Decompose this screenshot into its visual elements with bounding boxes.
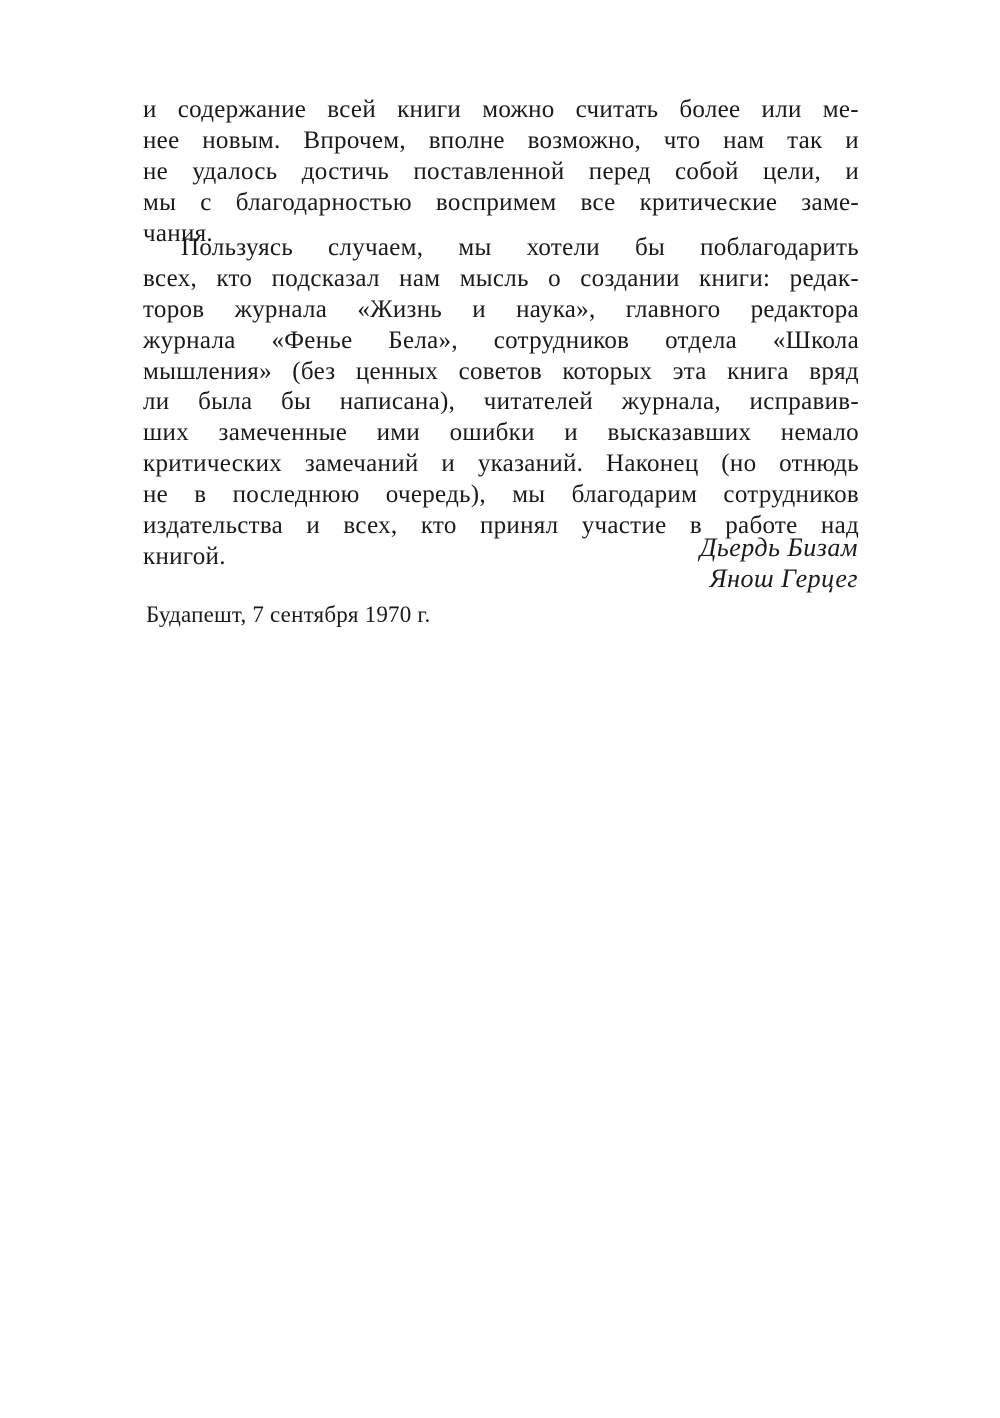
paragraph-2 — [143, 233, 859, 573]
text-line: журнала «Фенье Бела», сотрудников отдела «Школа — [143, 326, 859, 354]
text-line: книгой. — [143, 542, 226, 570]
author-name: Янош Герцег — [709, 564, 858, 593]
text-line: ших замеченные ими ошибки и высказавших немало — [143, 419, 859, 447]
text-line: не удалось достичь поставленной перед собой цели, и — [143, 157, 859, 185]
author-signatures — [700, 532, 858, 594]
text-line: критических замечаний и указаний. Наконец (но отнюдь — [143, 450, 859, 478]
text-line: нее новым. Впрочем, вполне возможно, что нам так и — [143, 126, 859, 154]
text-line: Пользуясь случаем, мы хотели бы поблагодарить — [181, 234, 859, 261]
paragraph-1 — [143, 95, 859, 249]
text-line: и содержание всей книги можно считать более или ме- — [143, 96, 859, 123]
author-name: Дьердь Бизам — [699, 533, 858, 562]
text-line: торов журнала «Жизнь и наука», главного редактора — [143, 295, 859, 323]
text-line: всех, кто подсказал нам мысль о создании книги: редак- — [143, 264, 859, 292]
text-line: не в последнюю очередь), мы благодарим сотрудников — [143, 481, 859, 509]
text-line: ли была бы написана), читателей журнала, исправив- — [143, 388, 859, 416]
place-and-date: Будапешт, 7 сентября 1970 г. — [146, 602, 431, 627]
text-line: чания. — [143, 219, 213, 247]
text-line: издательства и всех, кто принял участие в работе над — [143, 512, 859, 540]
text-line: мы с благодарностью воспримем все критические заме- — [143, 188, 859, 216]
text-line: мышления» (без ценных советов которых эта книга вряд — [143, 357, 859, 385]
